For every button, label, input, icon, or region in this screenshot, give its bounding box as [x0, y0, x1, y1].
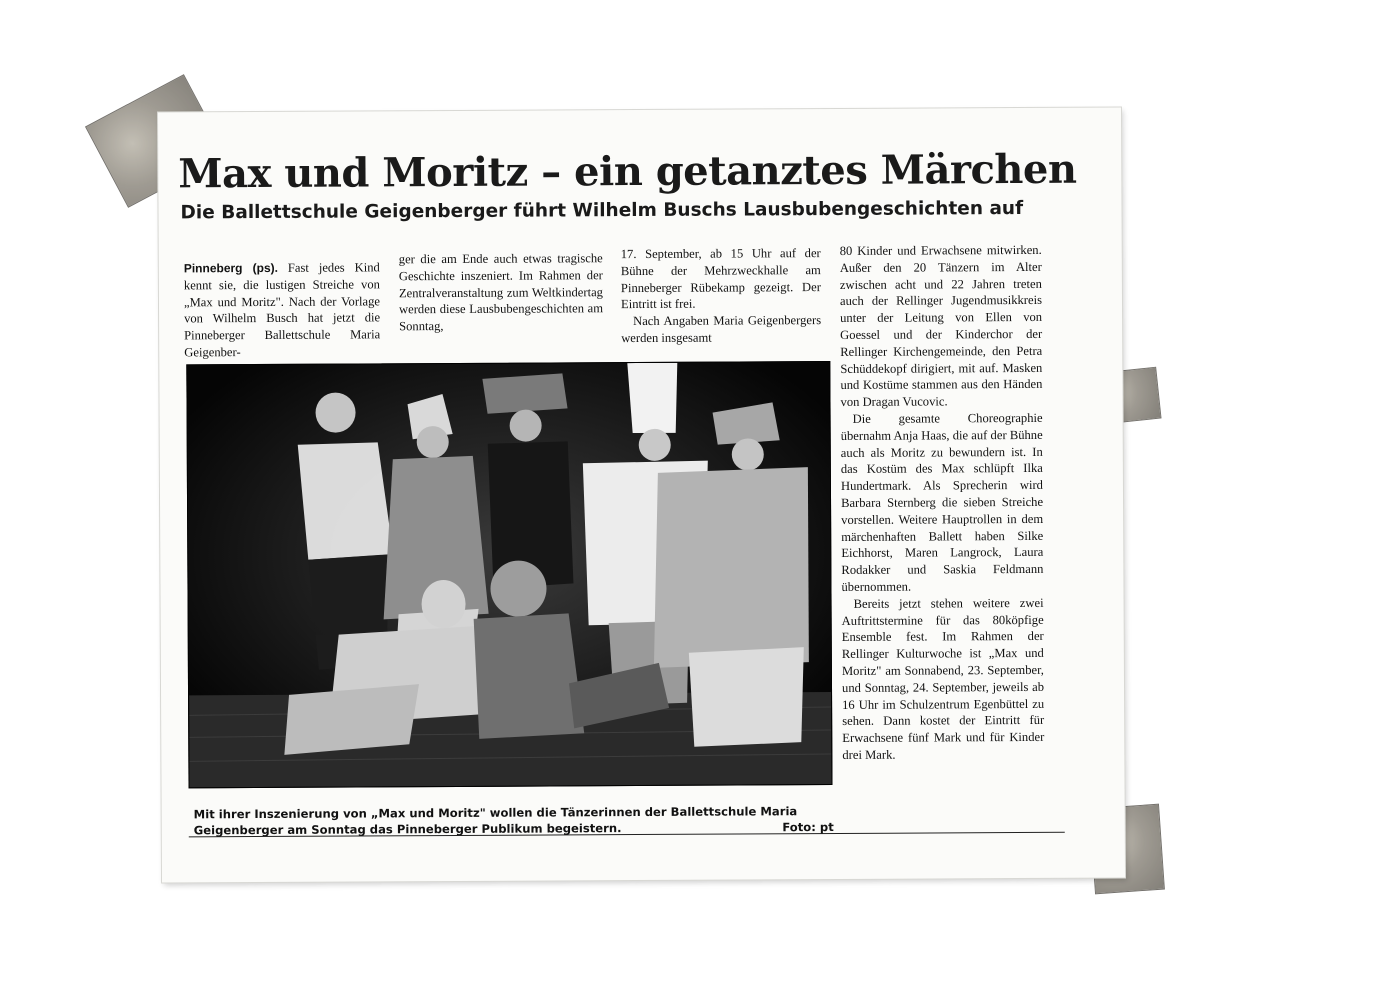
- newspaper-clipping: [158, 107, 1125, 882]
- column-1-text: Fast jedes Kind kennt sie, die lustigen Streiche von „Max und Moritz". Nach der Vorlage von Wilhelm Busch hat jetzt die Pinneberger Ballettschule Maria Geigenber-: [183, 260, 381, 360]
- column-2-text: ger die am Ende auch etwas tragische Geschichte inszeniert. Im Rahmen der Zentralveranstaltung zum Weltkindertag werden diese Lausbubengeschichten am Sonntag,: [398, 251, 604, 334]
- headline: Max und Moritz – ein getanztes Märchen: [178, 145, 1077, 198]
- column-4: [840, 242, 1045, 764]
- dateline: Pinneberg (ps).: [183, 260, 278, 276]
- column-3-paragraph-1: 17. September, ab 15 Uhr auf der Bühne der Mehrzweckhalle am Pinneberger Rübekamp gezeigt. Der Eintritt ist frei.: [620, 246, 821, 312]
- column-3: [621, 245, 822, 347]
- dancer-figure: [482, 373, 573, 588]
- column-3-paragraph-2: Nach Angaben Maria Geigenbergers werden insgesamt: [621, 313, 822, 346]
- column-2: [399, 250, 603, 335]
- column-4-paragraph-1: 80 Kinder und Erwachsene mitwirken. Außer den 20 Tänzern im Alter zwischen acht und 22 Jahren treten auch der Rellinger Jugendmusikkreis unter der Leitung von Ellen von Goessel und der Kinderchor der Rellinger Kirchengemeinde, den Petra Schüddekopf dirigiert, mit auf. Masken und Kostüme stammen aus den Händen von Dragan Vucovic.: [839, 242, 1043, 410]
- subheadline: Die Ballettschule Geigenberger führt Wilhelm Buschs Lausbubengeschichten auf: [180, 197, 1024, 224]
- column-1: [184, 259, 381, 361]
- column-4-paragraph-2: Die gesamte Choreographie übernahm Anja Haas, die auf der Bühne auch als Moritz zu bewundern ist. In das Kostüm des Max schlüpft Ilka Hundertmark. Als Sprecherin wird Barbara Sternberg die sieben Streiche vorstellen. Weitere Hauptrollen in dem märchenhaften Ballett haben Silke Eichhorst, Maren Langrock, Laura Rodakker und Saskia Feldmann übernommen.: [840, 410, 1044, 594]
- caption-text: Mit ihrer Inszenierung von „Max und Moritz" wollen die Tänzerinnen der Ballettschule Maria Geigenberger am Sonntag das Pinneberger Publikum begeistern.: [193, 804, 798, 838]
- column-4-paragraph-3: Bereits jetzt stehen weitere zwei Auftrittstermine für das 80köpfige Ensemble fest. Im Rahmen der Rellinger Kulturwoche ist „Max und Moritz" am Sonnabend, 23. September, und Sonntag, 24. September, jeweils ab 16 Uhr im Schulzentrum Egenbüttel zu sehen. Dann kostet der Eintritt für Erwachsene fünf Mark und für Kinder drei Mark.: [841, 595, 1045, 762]
- photo-credit: Foto: pt: [782, 819, 834, 835]
- dancers-photo: [186, 361, 832, 788]
